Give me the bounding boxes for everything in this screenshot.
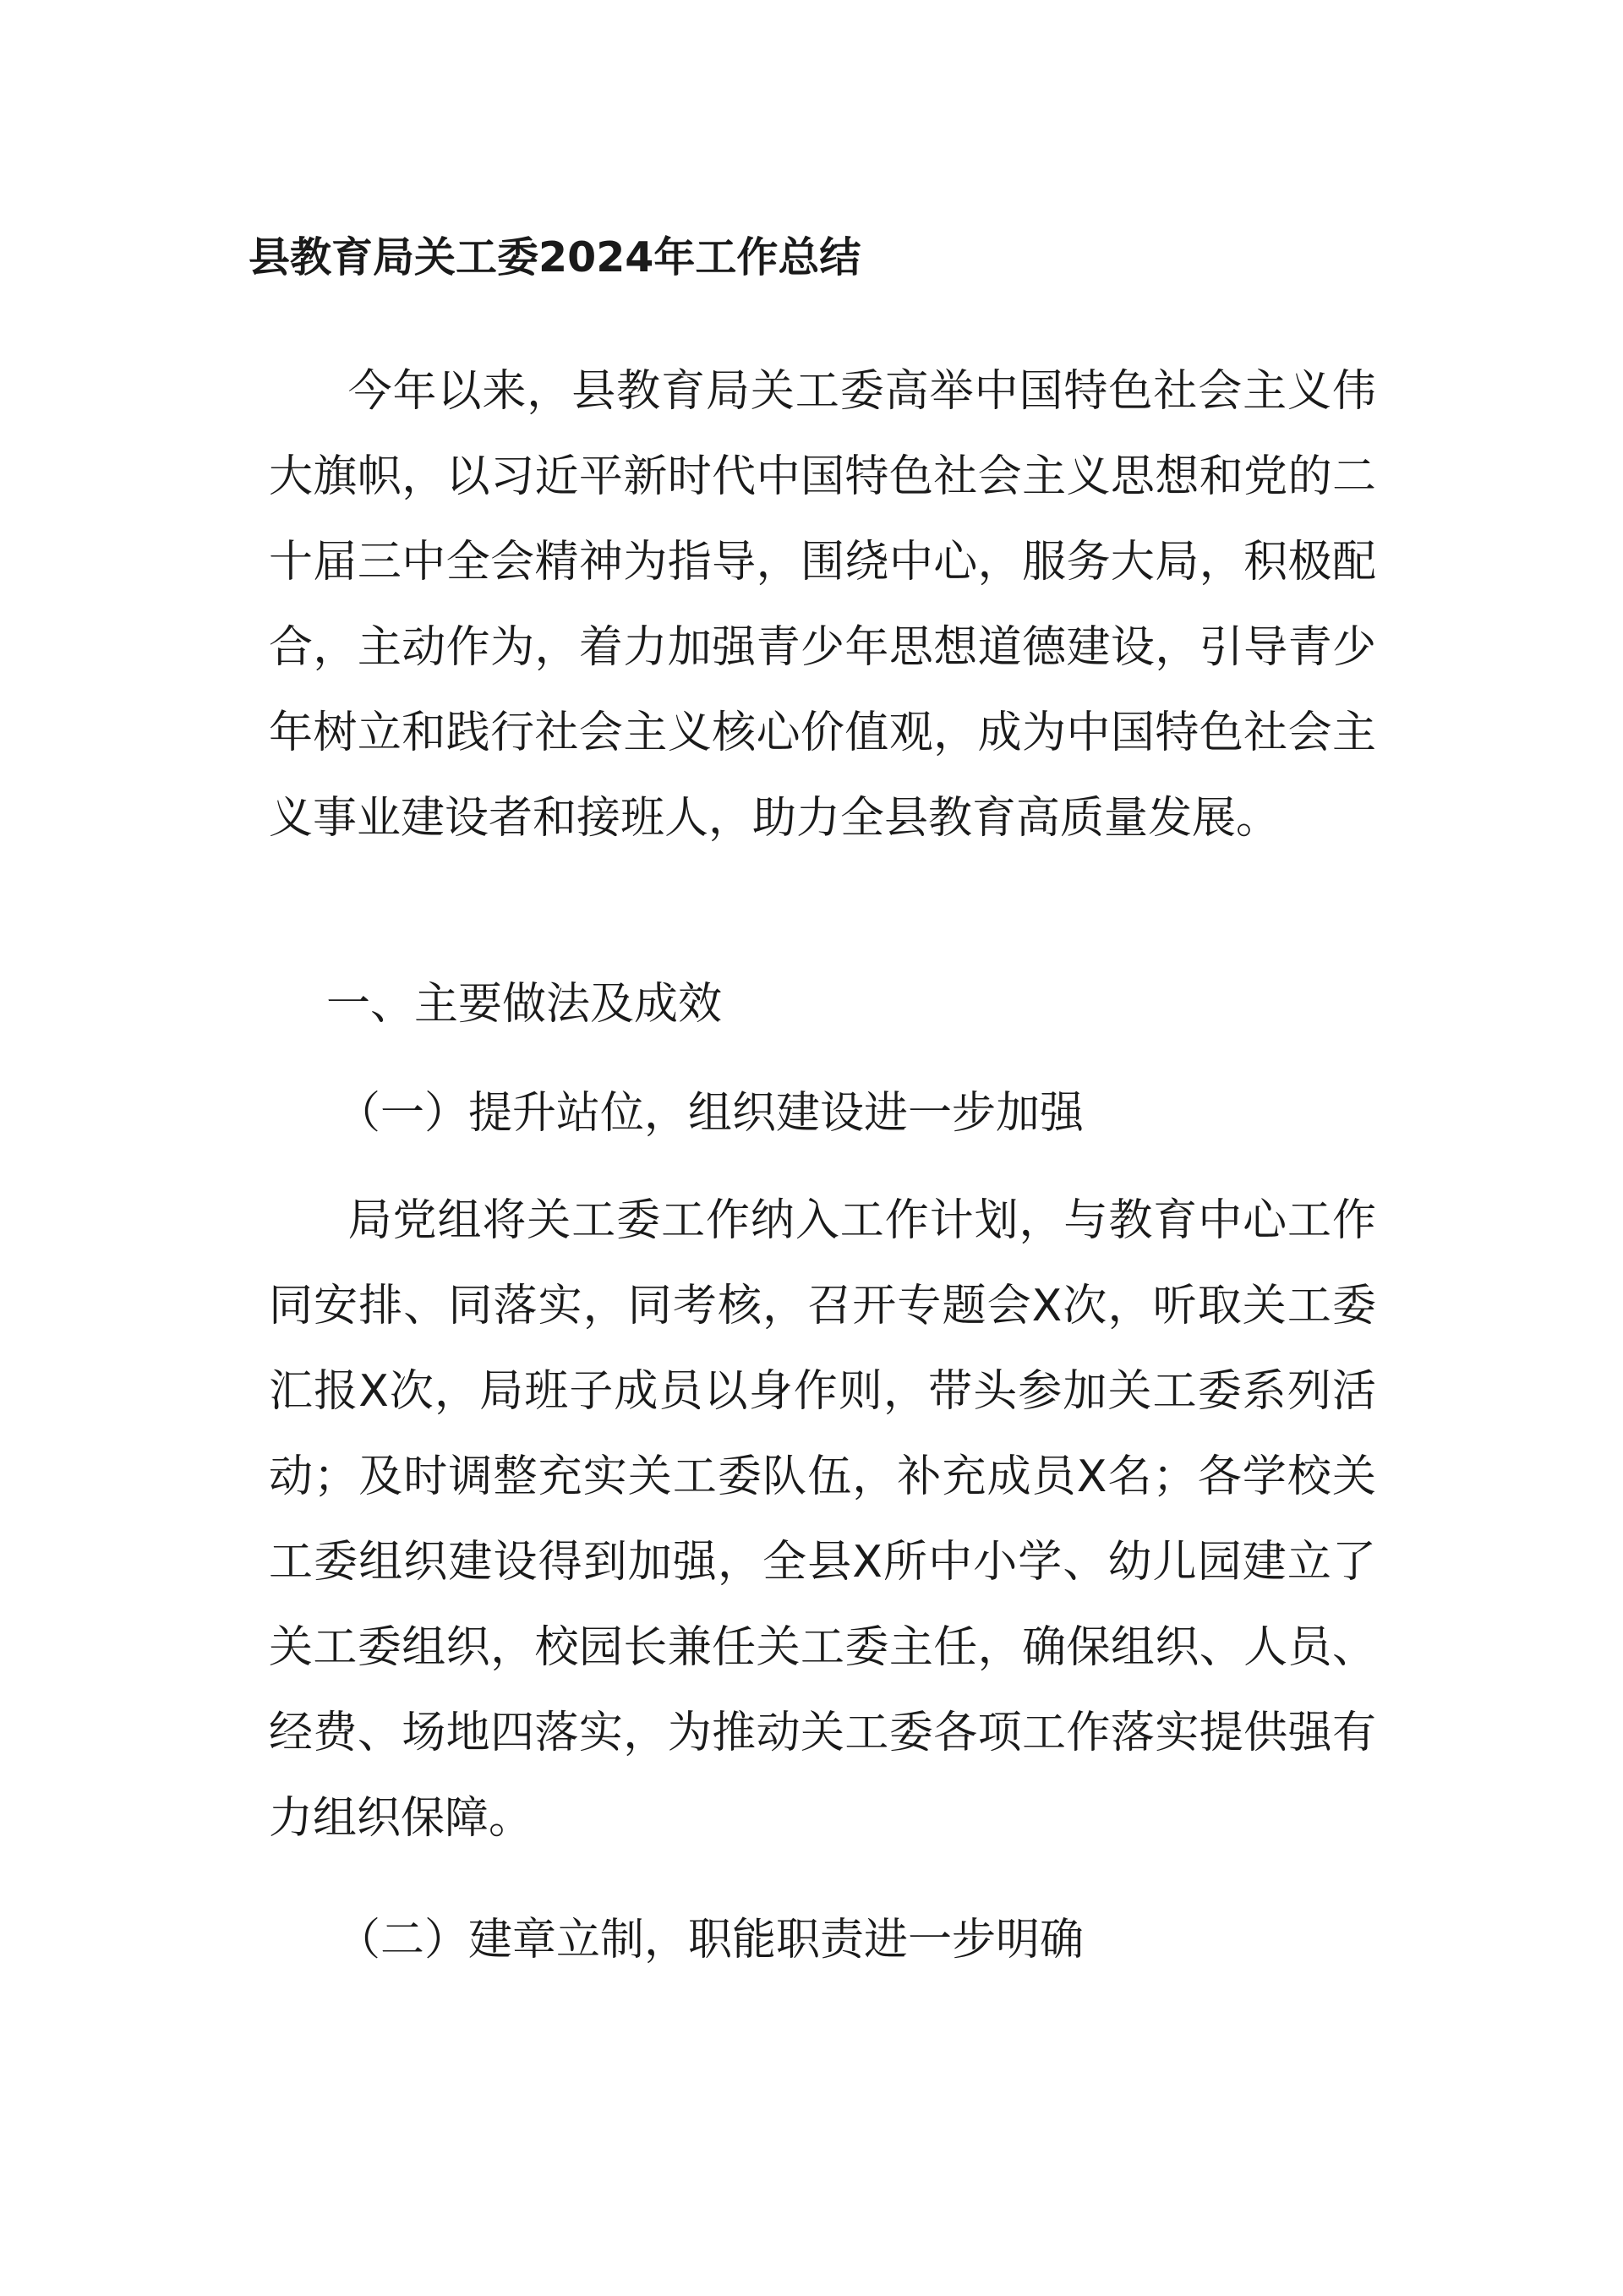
subsection-heading-2: （二）建章立制，职能职责进一步明确 xyxy=(336,1915,1085,1965)
section-heading-1: 一、主要做法及成效 xyxy=(326,979,723,1030)
document-title: 县教育局关工委2024年工作总结 xyxy=(249,233,861,282)
subsection-heading-1: （一）提升站位，组织建设进一步加强 xyxy=(336,1088,1085,1139)
subsection-1-paragraph: 局党组将关工委工作纳入工作计划，与教育中心工作同安排、同落实，同考核，召开专题会X次，听取关工委汇报X次，局班子成员以身作则，带头参加关工委系列活动；及时调整充实关工委队伍，补充成员X名；各学校关工委组织建设得到加强，全县X所中小学、幼儿园建立了关工委组织，校园长兼任关工委主任，确保组织、人员、经费、场地四落实，为推动关工委各项工作落实提供强有力组织保障。 xyxy=(269,1195,1376,1844)
intro-paragraph: 今年以来，县教育局关工委高举中国特色社会主义伟大旗帜，以习近平新时代中国特色社会主义思想和党的二十届三中全会精神为指导，围绕中心，服务大局，积极配合，主动作为，着力加强青少年思想道德建设，引导青少年树立和践行社会主义核心价值观，成为中国特色社会主义事业建设者和接班人，助力全县教育高质量发展。 xyxy=(269,366,1376,844)
